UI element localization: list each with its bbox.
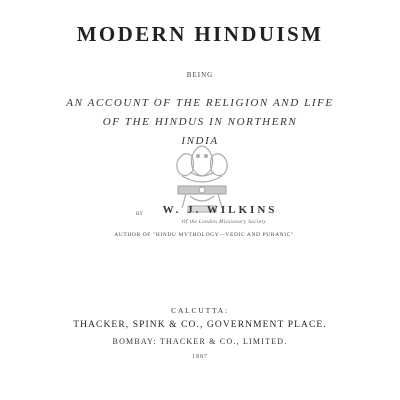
subtitle-line-2: OF THE HINDUS IN NORTHERN <box>102 116 298 128</box>
author-other-work: AUTHOR OF "HINDU MYTHOLOGY—VEDIC AND PURANIC" <box>114 232 294 238</box>
byline-by: BY <box>136 212 143 217</box>
author-name: W. J. WILKINS <box>162 204 278 216</box>
imprint-city: CALCUTTA: <box>171 306 229 315</box>
book-title: MODERN HINDUISM <box>76 22 324 46</box>
imprint-year: 1887 <box>192 354 208 360</box>
subtitle-conjunction: BEING <box>186 71 214 79</box>
author-credential: Of the London Missionary Society <box>181 220 267 225</box>
subtitle-line-1: AN ACCOUNT OF THE RELIGION AND LIFE <box>66 97 334 109</box>
imprint-publisher: THACKER, SPINK & CO., GOVERNMENT PLACE. <box>73 320 327 330</box>
imprint-co-publisher: BOMBAY: THACKER & CO., LIMITED. <box>112 337 288 346</box>
subtitle-line-3: INDIA <box>181 135 219 147</box>
